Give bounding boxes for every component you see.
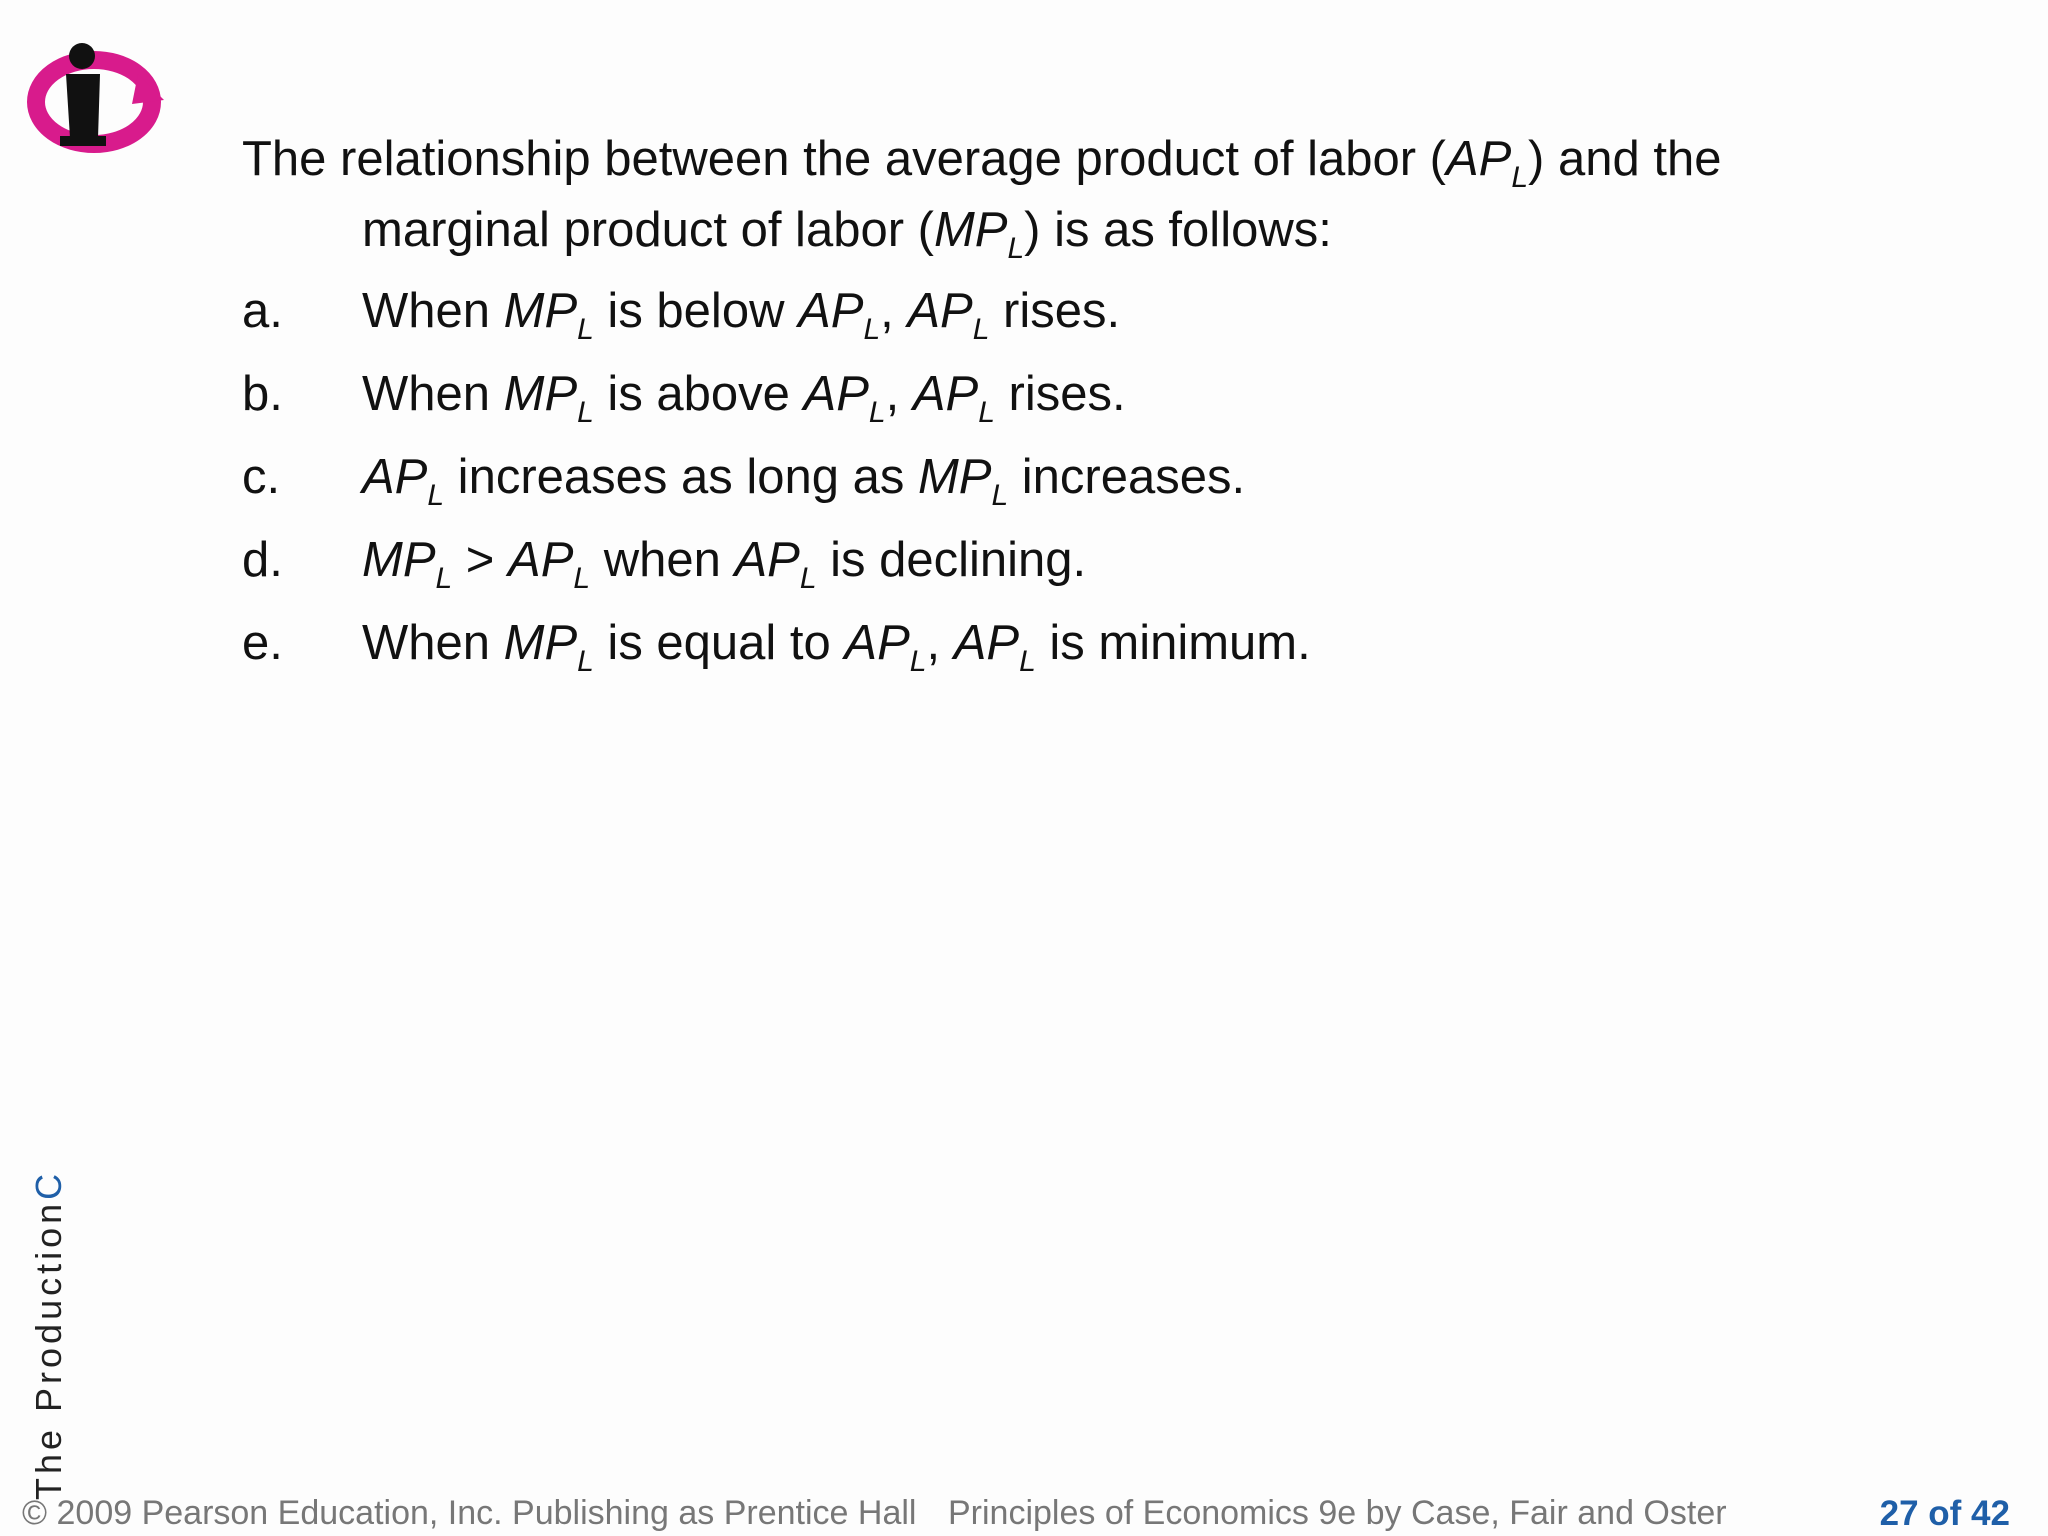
math-variable: $MP_L$: [933, 202, 1025, 265]
math-variable: $MP_L$: [503, 283, 594, 346]
math-subscript: L: [799, 561, 817, 595]
choice-text: When $MP_L$ is above $AP_L$, $AP_L$ rises.: [362, 366, 1126, 429]
page-number: 27 of 42: [1879, 1494, 2010, 1533]
math-subscript: L: [435, 561, 453, 595]
math-subscript: L: [577, 312, 594, 346]
math-subscript: L: [972, 312, 990, 346]
chapter-side-label-accent: C: [28, 1169, 69, 1200]
math-variable: $AP_L$: [1445, 132, 1529, 194]
answer-choice-b[interactable]: [242, 365, 1882, 429]
math-variable: $AP_L$: [362, 449, 445, 512]
math-variable: $AP_L$: [907, 283, 990, 346]
math-variable: $MP_L$: [362, 532, 453, 595]
choice-text: $AP_L$ increases as long as $MP_L$ increases.: [362, 449, 1246, 512]
math-variable: $MP_L$: [503, 366, 594, 429]
math-variable: $AP_L$: [803, 366, 886, 429]
math-variable: $AP_L$: [798, 283, 881, 346]
info-person-icon: [26, 38, 166, 158]
math-subscript: L: [1019, 644, 1036, 678]
math-subscript: L: [573, 561, 591, 595]
math-variable: $AP_L$: [912, 366, 995, 429]
math-subscript: L: [577, 644, 594, 678]
math-variable: $AP_L$: [508, 532, 591, 595]
math-subscript: L: [991, 478, 1009, 512]
math-variable: $MP_L$: [917, 449, 1009, 512]
choice-text: $MP_L > AP_L$ when $AP_L$ is declining.: [362, 532, 1087, 595]
answer-choice-c[interactable]: [242, 448, 1882, 512]
math-variable: $AP_L$: [953, 615, 1036, 678]
choice-text: When $MP_L$ is equal to $AP_L$, $AP_L$ is minimum.: [362, 615, 1311, 678]
math-subscript: L: [1511, 161, 1529, 194]
answer-choice-a[interactable]: [242, 282, 1882, 346]
math-subscript: L: [868, 395, 886, 429]
answer-choice-d[interactable]: [242, 531, 1882, 595]
choice-text: When $MP_L$ is below $AP_L$, $AP_L$ rises.: [362, 283, 1121, 346]
question-block: [242, 130, 1882, 678]
math-variable: $AP_L$: [734, 532, 817, 595]
choice-letter: a.: [242, 283, 283, 338]
math-subscript: L: [909, 644, 927, 678]
footer-book-title: Principles of Economics 9e by Case, Fair and Oster: [948, 1494, 1727, 1532]
math-subscript: L: [978, 395, 995, 429]
choice-letter: d.: [242, 532, 283, 587]
choice-letter: c.: [242, 449, 281, 504]
math-subscript: L: [577, 395, 594, 429]
answer-choice-e[interactable]: [242, 614, 1882, 678]
chapter-side-label: [28, 1170, 70, 1500]
math-subscript: L: [1007, 231, 1025, 265]
math-variable: $AP_L$: [844, 615, 927, 678]
math-variable: $MP_L$: [503, 615, 594, 678]
footer-copyright: © 2009 Pearson Education, Inc. Publishing as Prentice Hall: [22, 1494, 917, 1532]
question-stem-line-1: The relationship between the average product of labor $(AP_L)$ and the: [242, 132, 1722, 194]
question-stem-line-2: marginal product of labor $(MP_L)$ is as follows:: [362, 202, 1332, 265]
chapter-side-label-main: The Production: [28, 1199, 69, 1500]
choice-letter: b.: [242, 366, 283, 421]
choice-letter: e.: [242, 615, 283, 670]
math-subscript: L: [427, 478, 445, 512]
math-subscript: L: [863, 312, 881, 346]
